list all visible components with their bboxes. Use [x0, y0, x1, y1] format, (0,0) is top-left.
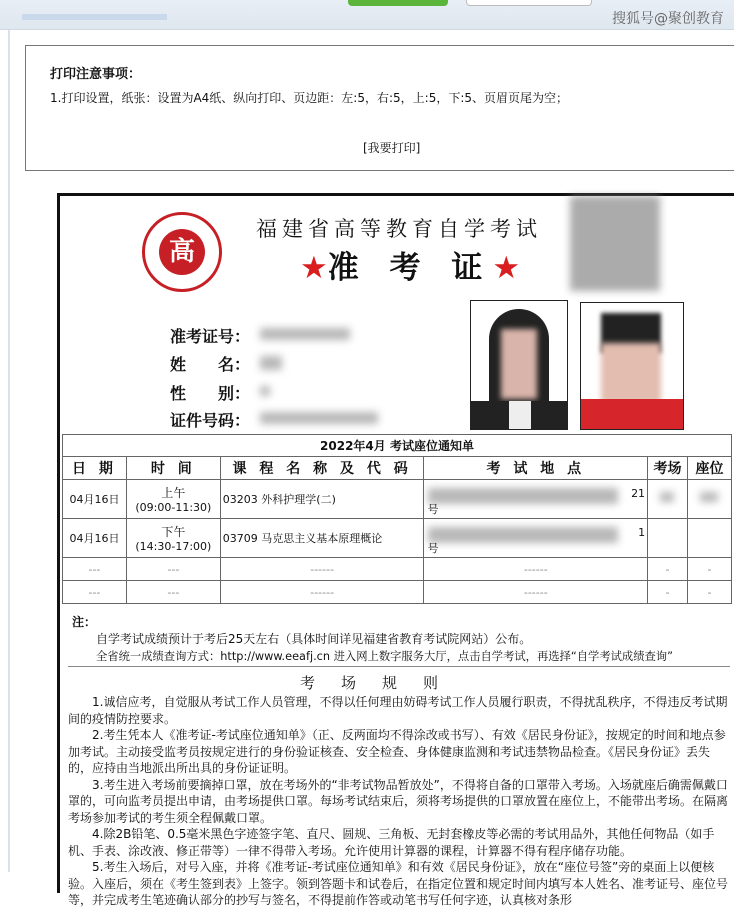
empty-cell: - [648, 581, 688, 604]
exam-time: 下午 (14:30-17:00) [126, 519, 220, 558]
ticket-no-value-blurred [260, 328, 350, 340]
field-label-name: 姓 名： [170, 355, 251, 374]
empty-cell: --- [63, 558, 127, 581]
field-label-ticket-no: 准考证号： [170, 327, 251, 346]
exam-place-blurred: 21 号 [424, 480, 648, 519]
table-title: 2022年4月 考试座位通知单 [63, 435, 732, 457]
field-label-id-no: 证件号码： [170, 411, 251, 430]
title-text: 准 考 证 [327, 250, 493, 286]
logo-emblem: 高 [159, 229, 205, 275]
star-icon: ★ [492, 250, 521, 286]
exam-place-blurred: 1 号 [424, 519, 648, 558]
secondary-action-button[interactable] [466, 0, 592, 6]
col-seat: 座位 [688, 457, 732, 480]
empty-cell: --- [126, 558, 220, 581]
exam-time: 上午 (09:00-11:30) [126, 480, 220, 519]
photo-registered [470, 300, 568, 430]
empty-cell: ------ [220, 581, 424, 604]
rule-item: 5.考生入场后，对号入座，并将《准考证-考试座位通知单》和有效《居民身份证》，放在“座位号签”旁的桌面上以便核验。入座后，须在《考生签到表》上签字。领到答题卡和试卷后，在指定位置和规定时间内填写本人姓名、准考证号、座位号等，并完成考生笔迹确认部分的抄写与签名，不得提前作答或动笔书写任何字迹，认真核对条形 [68, 860, 729, 907]
course-name: 03203 外科护理学(二) [220, 480, 424, 519]
seat-blurred [688, 519, 732, 558]
empty-cell: - [648, 558, 688, 581]
note-line: 自学考试成绩预计于考后25天左右（具体时间详见福建省教育考试院网站）公布。 [96, 632, 532, 646]
star-icon: ★ [300, 250, 328, 286]
empty-cell: ------ [424, 581, 648, 604]
exam-date: 04月16日 [63, 519, 127, 558]
empty-cell: --- [63, 581, 127, 604]
col-place: 考 试 地 点 [424, 457, 648, 480]
rule-item: 2.考生凭本人《准考证-考试座位通知单》（正、反两面均不得涂改或书写）、有效《居民身份证》，按规定的时间和地点参加考试。主动接受监考员按规定进行的身份验证核查、安全检查、身体健康监测和考试违禁物品检查。《居民身份证》丢失的，应持由当地派出所出具的身份证证明。 [68, 728, 726, 775]
note-label: 注： [72, 615, 97, 629]
empty-cell: ------ [424, 558, 648, 581]
score-note [72, 614, 732, 665]
print-notice-box [25, 45, 734, 171]
note-line: 全省统一成绩查询方式：http://www.eeafj.cn 进入网上数字服务大厅，点击自学考试，再选择“自学考试成绩查询” [96, 650, 673, 663]
field-label-gender: 性 别： [170, 384, 251, 403]
exam-date: 04月16日 [63, 480, 127, 519]
seat-blurred [688, 480, 732, 519]
seat-notice-table [62, 434, 732, 604]
col-room: 考场 [648, 457, 688, 480]
photo-onsite [580, 302, 684, 430]
empty-cell: --- [126, 581, 220, 604]
ticket-title [300, 242, 520, 287]
col-date: 日 期 [63, 457, 127, 480]
exam-authority-logo [142, 212, 222, 292]
id-no-value-blurred [260, 412, 378, 424]
left-divider [8, 30, 10, 872]
col-time: 时 间 [126, 457, 220, 480]
gender-value-blurred [260, 386, 270, 396]
table-row [63, 480, 732, 519]
empty-cell: - [688, 558, 732, 581]
notice-line: 1.打印设置，纸张：设置为A4纸、纵向打印、页边距：左:5，右:5，上:5，下:5、页眉页尾为空； [50, 91, 569, 105]
name-value-blurred [260, 356, 282, 370]
room-blurred [648, 519, 688, 558]
course-name: 03709 马克思主义基本原理概论 [220, 519, 424, 558]
room-blurred [648, 480, 688, 519]
exam-rules [68, 694, 728, 909]
notice-heading: 打印注意事项： [50, 67, 142, 82]
table-row [63, 519, 732, 558]
rule-item: 3.考生进入考场前要摘掉口罩，放在考场外的“非考试物品暂放处”，不得将自备的口罩带入考场。入场就座后确需佩戴口罩的，可向监考员提出申请，由考场提供口罩。每场考试结束后，须将考场提供的口罩放置在座位上，不能带出考场。在隔离考场参加考试的考生须全程佩戴口罩。 [68, 777, 729, 825]
empty-cell: ------ [220, 558, 424, 581]
empty-cell: - [688, 581, 732, 604]
active-tab-indicator [22, 14, 167, 20]
rules-title: 考场规则 [300, 674, 465, 692]
admission-ticket [57, 193, 734, 907]
rule-item: 1.诚信应考，自觉服从考试工作人员管理，不得以任何理由妨碍考试工作人员履行职责，不得扰乱秩序，不得违反考试期间的疫情防控要求。 [68, 695, 728, 726]
table-row-empty [63, 581, 732, 604]
organization-name: 福建省高等教育自学考试 [256, 217, 542, 241]
qr-code-blurred [570, 196, 660, 291]
green-action-button[interactable] [348, 0, 448, 6]
col-course: 课 程 名 称 及 代 码 [220, 457, 424, 480]
table-row-empty [63, 558, 732, 581]
rule-item: 4.除2B铅笔、0.5毫米黑色字迹签字笔、直尺、圆规、三角板、无封套橡皮等必需的考试用品外，其他任何物品（如手机、手表、涂改液、修正带等）一律不得带入考场。允许使用计算器的课程，计算器不得有程序储存功能。 [68, 827, 715, 858]
print-link[interactable]: [我要打印] [363, 141, 421, 155]
watermark: 搜狐号@聚创教育 [612, 11, 724, 27]
divider [68, 666, 730, 667]
